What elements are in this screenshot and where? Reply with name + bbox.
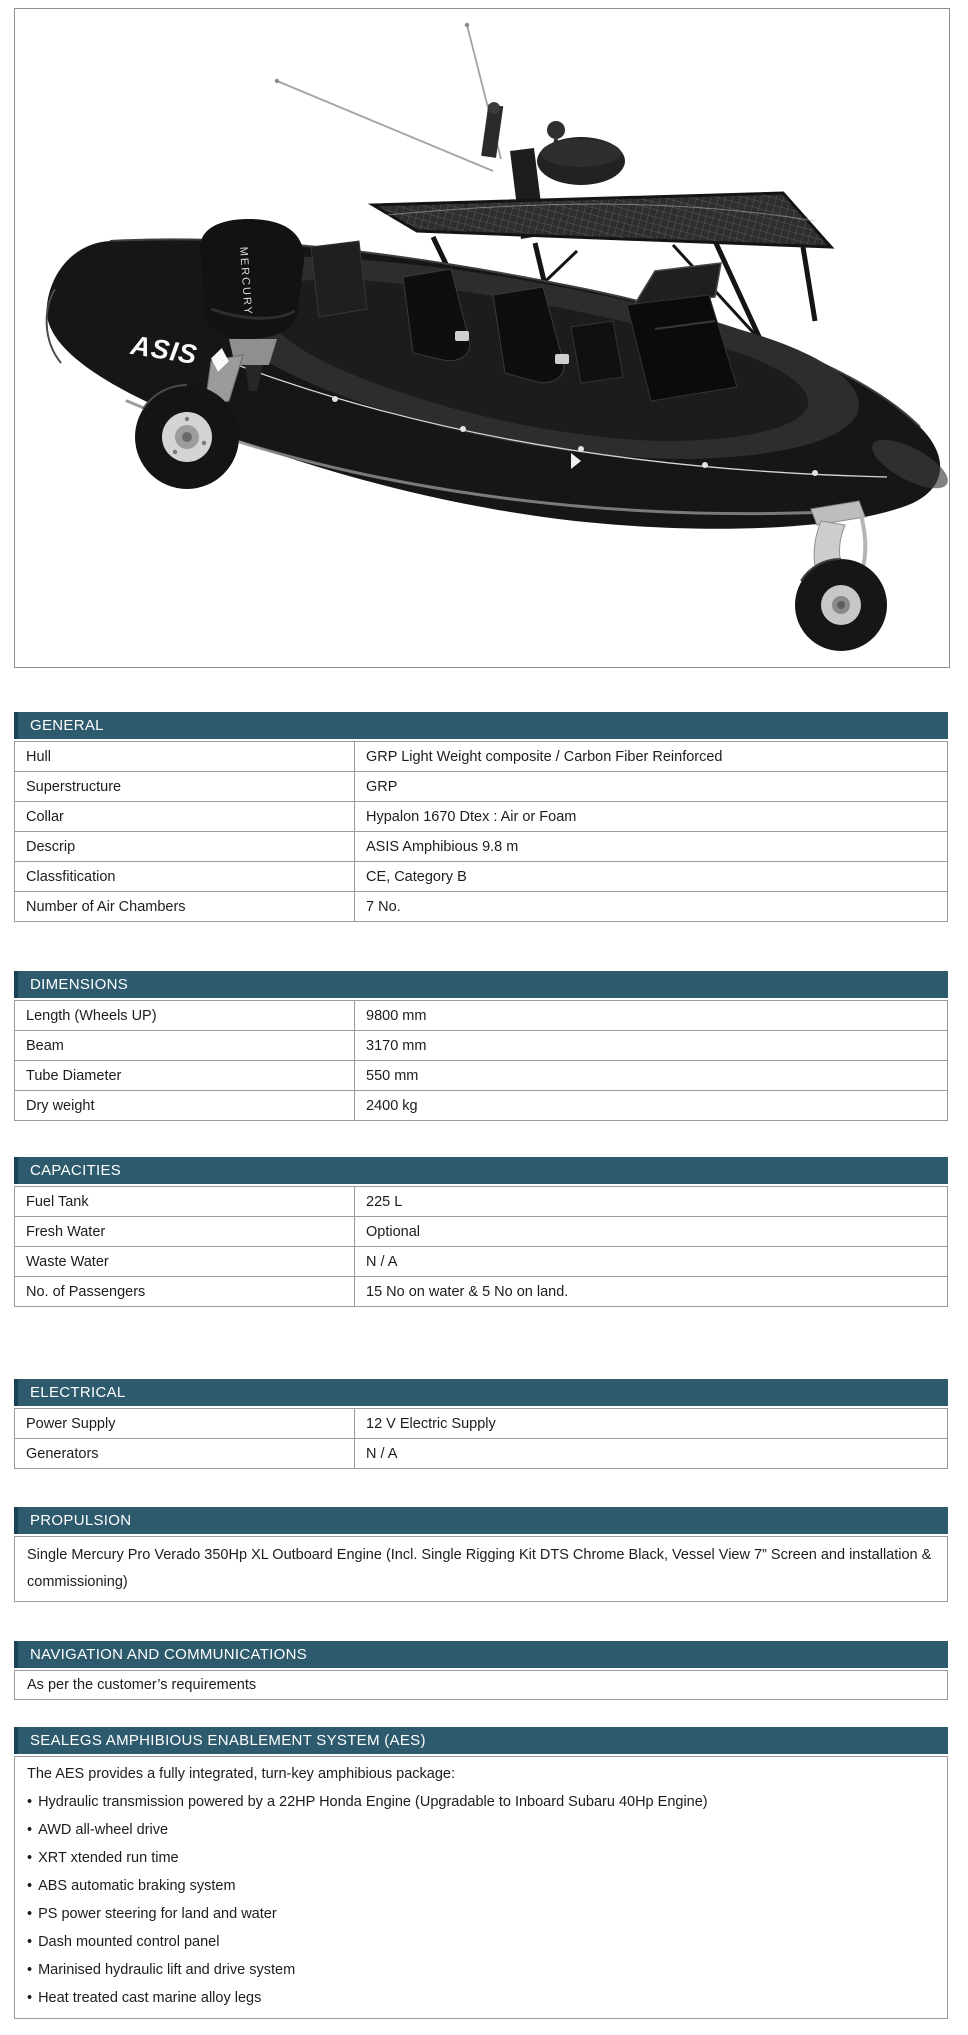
spec-label: Collar	[26, 808, 64, 825]
general-header: GENERAL	[14, 712, 948, 739]
sealegs-section	[14, 1727, 948, 2019]
spec-label: Generators	[26, 1445, 99, 1462]
capacities-header: CAPACITIES	[14, 1157, 948, 1184]
spec-value: 15 No on water & 5 No on land.	[354, 1277, 947, 1306]
bullet-marker: •	[27, 1990, 33, 2006]
sealegs-header: SEALEGS AMPHIBIOUS ENABLEMENT SYSTEM (AES)	[14, 1727, 948, 1754]
spec-value: ASIS Amphibious 9.8 m	[354, 832, 947, 861]
list-item	[27, 1956, 935, 1984]
feature-text: Marinised hydraulic lift and drive system	[38, 1962, 296, 1978]
engine-brand-label: MERCURY	[237, 246, 254, 317]
table-row	[14, 1247, 948, 1277]
dimensions-rows	[14, 1000, 948, 1121]
spec-value: 2400 kg	[354, 1091, 947, 1120]
list-item	[27, 1844, 935, 1872]
table-row	[14, 1061, 948, 1091]
feature-text: Heat treated cast marine alloy legs	[38, 1990, 262, 2006]
feature-text: Dash mounted control panel	[38, 1934, 220, 1950]
electrical-rows	[14, 1408, 948, 1469]
spec-value: 7 No.	[354, 892, 947, 921]
table-row	[14, 1091, 948, 1121]
list-item	[27, 1816, 935, 1844]
capacities-section	[14, 1157, 948, 1307]
bullet-marker: •	[27, 1822, 33, 1838]
spec-value: Optional	[354, 1217, 947, 1246]
boat-image-frame	[14, 8, 950, 668]
capacities-rows	[14, 1186, 948, 1307]
bullet-marker: •	[27, 1794, 33, 1810]
spec-label: Beam	[26, 1037, 64, 1054]
spec-label: Power Supply	[26, 1415, 116, 1432]
spec-label: Hull	[26, 748, 51, 765]
feature-text: AWD all-wheel drive	[38, 1822, 169, 1838]
spec-value: 550 mm	[354, 1061, 947, 1090]
feature-text: PS power steering for land and water	[38, 1906, 277, 1922]
antenna-icon	[275, 23, 501, 171]
table-row	[14, 1217, 948, 1247]
t-top-canopy	[373, 193, 831, 247]
table-row	[14, 772, 948, 802]
bullet-marker: •	[27, 1934, 33, 1950]
spec-label: Superstructure	[26, 778, 122, 795]
bullet-marker: •	[27, 1962, 33, 1978]
spec-value: CE, Category B	[354, 862, 947, 891]
electrical-section	[14, 1379, 948, 1469]
table-row	[14, 802, 948, 832]
dimensions-section	[14, 971, 948, 1121]
sealegs-content	[14, 1756, 948, 2019]
table-row	[14, 1409, 948, 1439]
spec-value: Hypalon 1670 Dtex : Air or Foam	[354, 802, 947, 831]
table-row	[14, 1001, 948, 1031]
navigation-header: NAVIGATION AND COMMUNICATIONS	[14, 1641, 948, 1668]
list-item	[27, 1872, 935, 1900]
bullet-marker: •	[27, 1878, 33, 1894]
table-row	[14, 892, 948, 922]
spec-label: Dry weight	[26, 1097, 95, 1114]
list-item	[27, 1900, 935, 1928]
table-row	[14, 1439, 948, 1469]
spec-label: Number of Air Chambers	[26, 898, 186, 915]
spec-label: Descrip	[26, 838, 76, 855]
spec-label: Fresh Water	[26, 1223, 106, 1240]
spec-label: Tube Diameter	[26, 1067, 122, 1084]
list-item	[27, 1928, 935, 1956]
table-row	[14, 1277, 948, 1307]
spec-label: Fuel Tank	[26, 1193, 89, 1210]
feature-text: XRT xtended run time	[38, 1850, 179, 1866]
feature-list	[27, 1788, 935, 2012]
dimensions-header: DIMENSIONS	[14, 971, 948, 998]
table-row	[14, 1031, 948, 1061]
navigation-text: As per the customer’s requirements	[14, 1670, 948, 1700]
spec-value: 9800 mm	[354, 1001, 947, 1030]
svg-text:ASIS: ASIS	[128, 329, 200, 371]
spec-value: 225 L	[354, 1187, 947, 1216]
propulsion-text: Single Mercury Pro Verado 350Hp XL Outboard Engine (Incl. Single Rigging Kit DTS Chrome Black, Vessel View 7” Screen and installation & commissioning)	[14, 1536, 948, 1602]
stern-locker	[311, 241, 367, 317]
spec-value: N / A	[354, 1247, 947, 1276]
table-row	[14, 862, 948, 892]
list-item	[27, 1984, 935, 2012]
sealegs-intro: The AES provides a fully integrated, turn-key amphibious package:	[27, 1766, 455, 1782]
list-item	[27, 1788, 935, 1816]
spec-label: Classfitication	[26, 868, 116, 885]
spec-label: Length (Wheels UP)	[26, 1007, 157, 1024]
spec-label: No. of Passengers	[26, 1283, 146, 1300]
table-row	[14, 1187, 948, 1217]
spec-label: Waste Water	[26, 1253, 109, 1270]
spec-value: GRP	[354, 772, 947, 801]
spec-value: GRP Light Weight composite / Carbon Fiber Reinforced	[354, 742, 947, 771]
feature-text: Hydraulic transmission powered by a 22HP Honda Engine (Upgradable to Inboard Subaru 40Hp Engine)	[38, 1794, 708, 1810]
bullet-marker: •	[27, 1906, 33, 1922]
spec-value: N / A	[354, 1439, 947, 1468]
spec-value: 3170 mm	[354, 1031, 947, 1060]
propulsion-section	[14, 1507, 948, 1602]
table-row	[14, 832, 948, 862]
spec-value: 12 V Electric Supply	[354, 1409, 947, 1438]
general-section	[14, 712, 948, 922]
propulsion-header: PROPULSION	[14, 1507, 948, 1534]
boat-illustration	[15, 9, 949, 667]
navigation-section	[14, 1641, 948, 1700]
electrical-header: ELECTRICAL	[14, 1379, 948, 1406]
general-rows	[14, 741, 948, 922]
feature-text: ABS automatic braking system	[38, 1878, 236, 1894]
table-row	[14, 742, 948, 772]
bullet-marker: •	[27, 1850, 33, 1866]
